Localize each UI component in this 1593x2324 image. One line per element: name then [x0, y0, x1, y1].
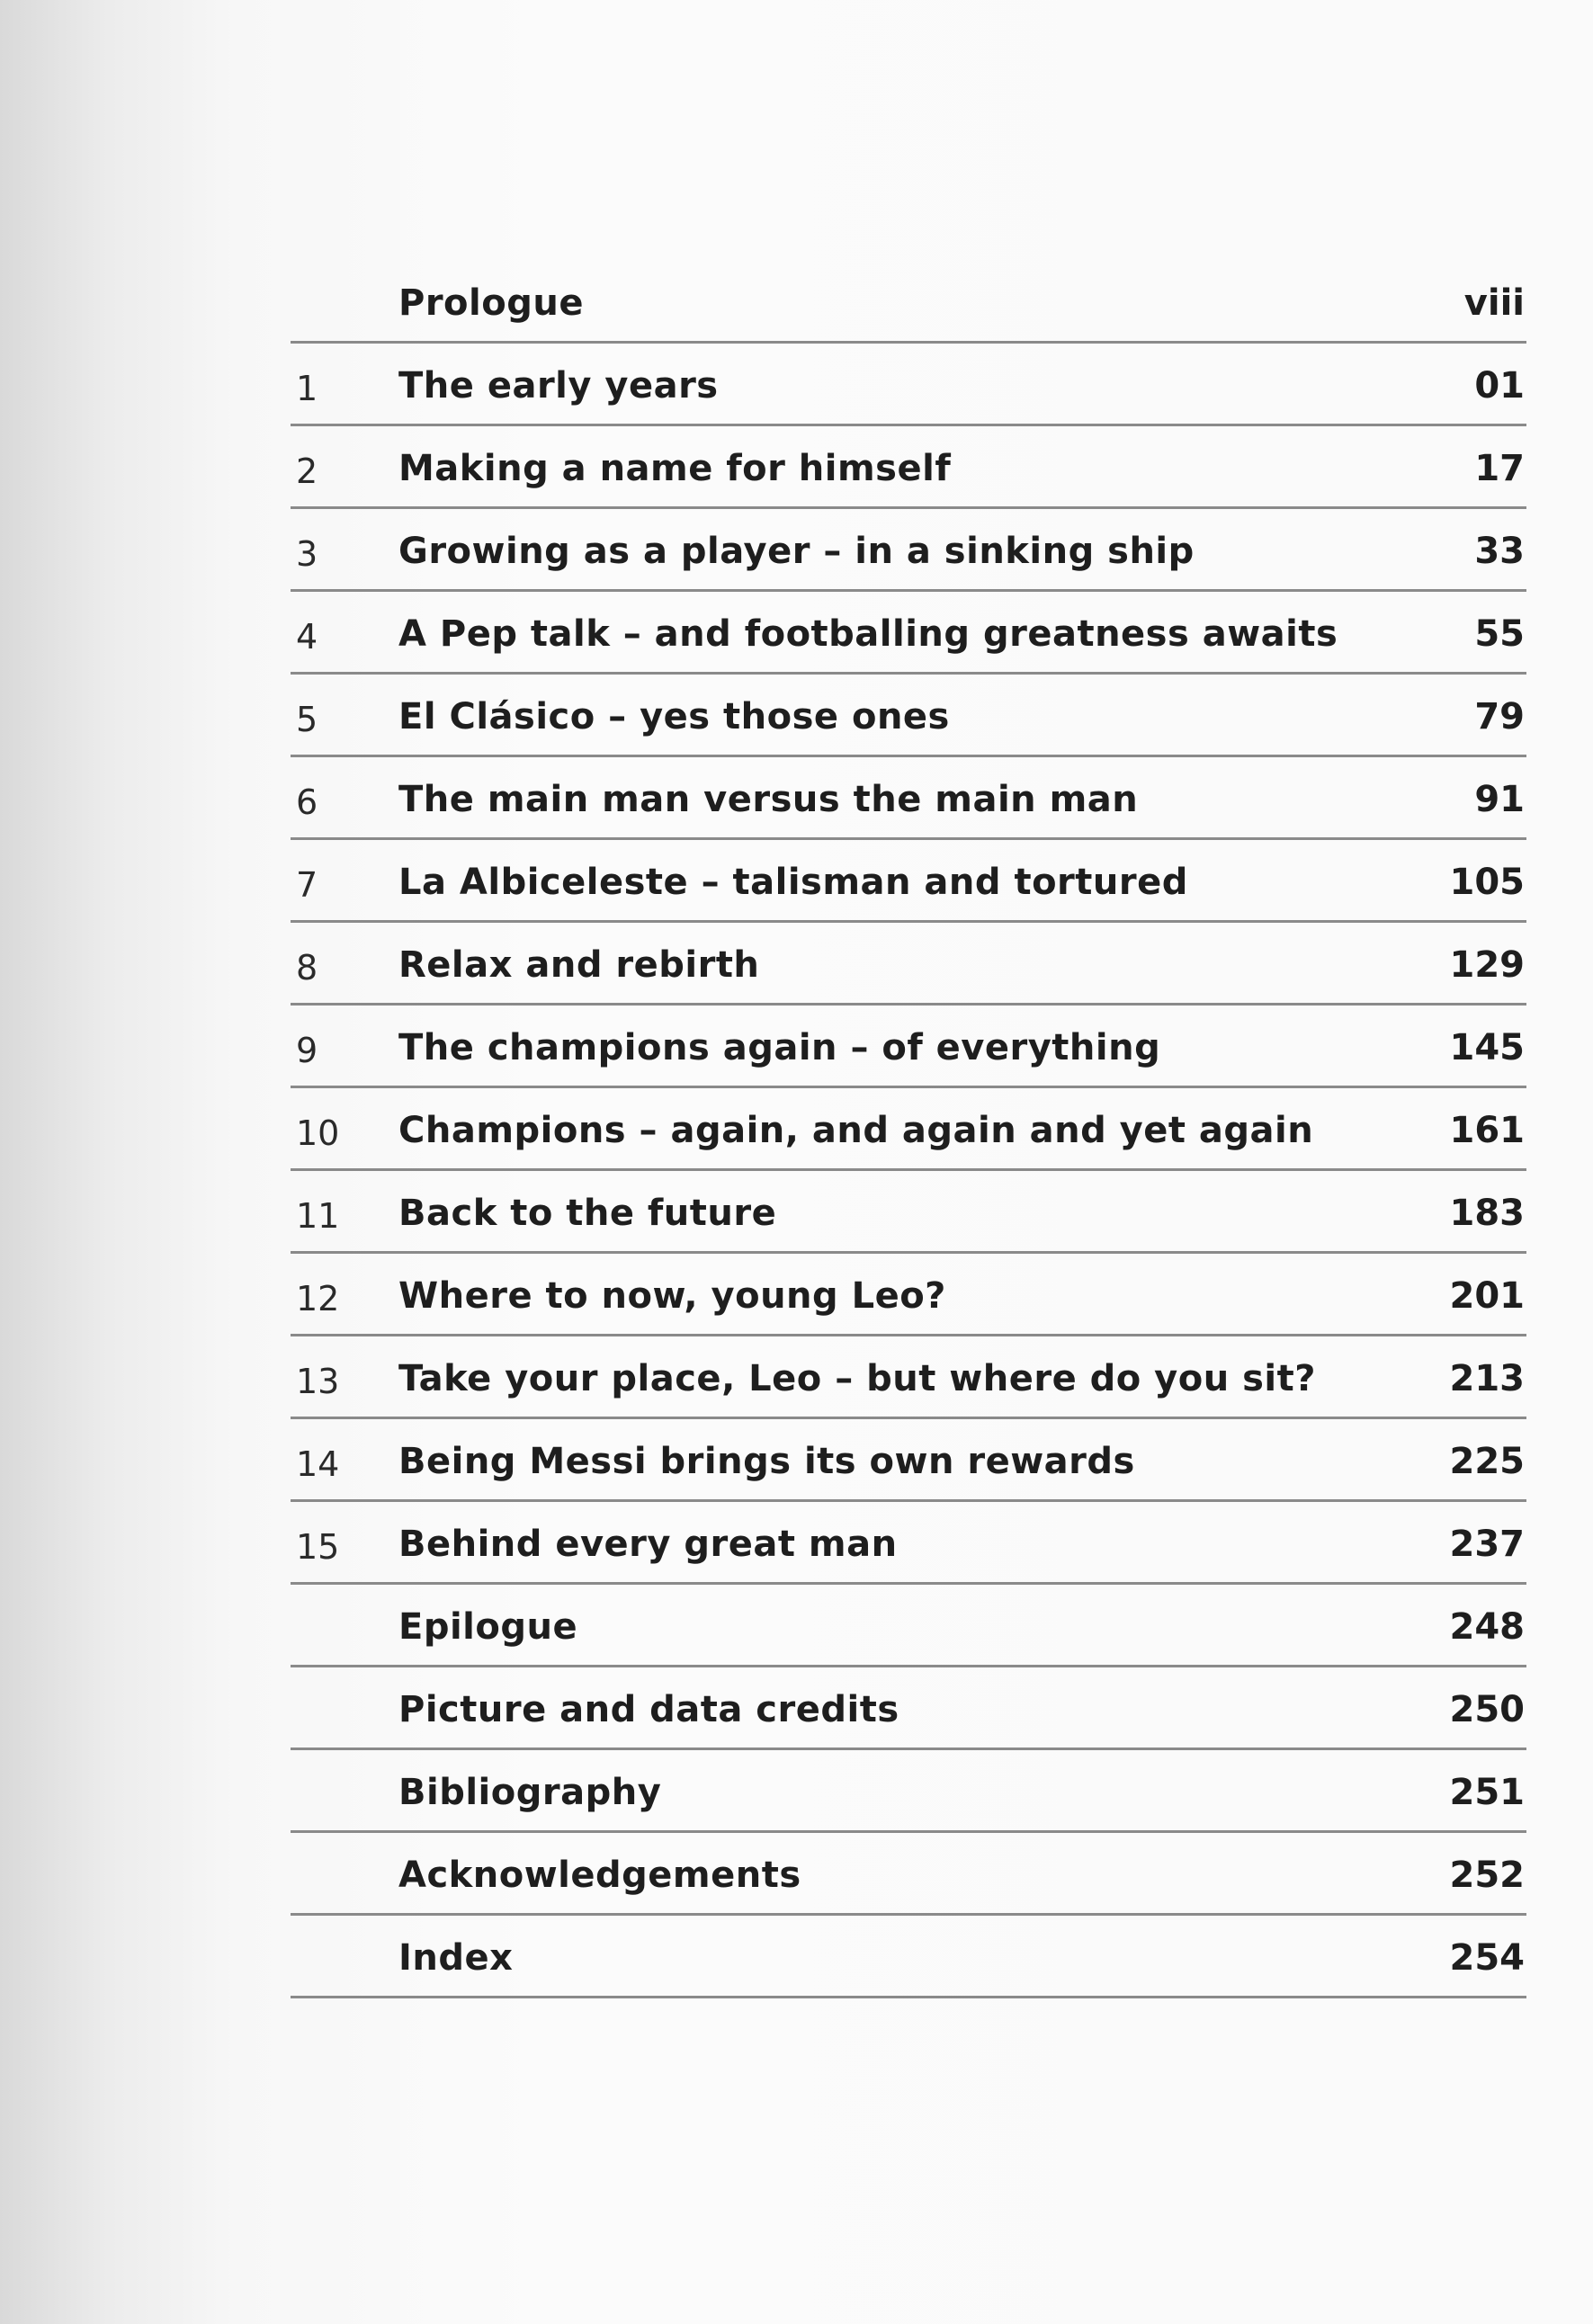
chapter-title: Being Messi brings its own rewards	[398, 1441, 1135, 1482]
toc-entry	[291, 1254, 1526, 1336]
chapter-number: 7	[296, 865, 318, 905]
page-number: 183	[1449, 1193, 1525, 1234]
toc-entry	[291, 1750, 1526, 1833]
page-number: 225	[1449, 1441, 1525, 1482]
toc-entry	[291, 1171, 1526, 1254]
page-number: 145	[1449, 1027, 1525, 1068]
page-number: 17	[1474, 448, 1525, 489]
page-number: 55	[1474, 613, 1525, 655]
chapter-number: 4	[296, 617, 318, 657]
chapter-number: 5	[296, 700, 318, 739]
page-number: 33	[1474, 531, 1525, 572]
chapter-title: The champions again – of everything	[398, 1027, 1161, 1068]
toc-entry	[291, 1585, 1526, 1667]
page-number: 79	[1474, 696, 1525, 737]
chapter-title: The main man versus the main man	[398, 779, 1139, 820]
chapter-title: Prologue	[398, 282, 584, 324]
toc-entry	[291, 1088, 1526, 1171]
toc-entry	[291, 1336, 1526, 1419]
toc-entry	[291, 261, 1526, 344]
page-number: 237	[1449, 1524, 1525, 1565]
toc-entry	[291, 1419, 1526, 1502]
toc-entry	[291, 1916, 1526, 1998]
page-number: 248	[1449, 1606, 1525, 1648]
toc-entry	[291, 840, 1526, 923]
chapter-title: Take your place, Leo – but where do you sit?	[398, 1358, 1316, 1399]
page-number: 105	[1449, 862, 1525, 903]
page-number: 129	[1449, 944, 1525, 986]
chapter-title: A Pep talk – and footballing greatness awaits	[398, 613, 1338, 655]
toc-entry	[291, 592, 1526, 675]
chapter-number: 13	[296, 1362, 340, 1401]
chapter-title: Bibliography	[398, 1772, 662, 1813]
page-number: 252	[1449, 1855, 1525, 1896]
toc-entry	[291, 344, 1526, 426]
chapter-title: The early years	[398, 365, 719, 407]
page-number: 213	[1449, 1358, 1525, 1399]
toc-entry	[291, 923, 1526, 1006]
toc-entry	[291, 426, 1526, 509]
chapter-number: 1	[296, 369, 318, 408]
chapter-number: 12	[296, 1279, 340, 1318]
chapter-title: Making a name for himself	[398, 448, 952, 489]
chapter-title: La Albiceleste – talisman and tortured	[398, 862, 1188, 903]
chapter-title: Relax and rebirth	[398, 944, 760, 986]
toc-entry	[291, 1833, 1526, 1916]
chapter-title: Champions – again, and again and yet again	[398, 1110, 1314, 1151]
chapter-title: Behind every great man	[398, 1524, 898, 1565]
chapter-number: 14	[296, 1444, 340, 1484]
page-number: 201	[1449, 1275, 1525, 1317]
chapter-title: Growing as a player – in a sinking ship	[398, 531, 1195, 572]
chapter-title: El Clásico – yes those ones	[398, 696, 950, 737]
chapter-number: 10	[296, 1113, 340, 1153]
chapter-title: Back to the future	[398, 1193, 777, 1234]
toc-entry	[291, 509, 1526, 592]
page-number: 250	[1449, 1689, 1525, 1730]
chapter-title: Index	[398, 1937, 514, 1979]
page-number: viii	[1463, 282, 1525, 324]
chapter-number: 15	[296, 1527, 340, 1567]
page-number: 254	[1449, 1937, 1525, 1979]
chapter-number: 8	[296, 948, 318, 988]
toc-entry	[291, 1006, 1526, 1088]
chapter-number: 6	[296, 782, 318, 822]
chapter-number: 3	[296, 534, 318, 574]
chapter-number: 2	[296, 451, 318, 491]
page-number: 91	[1474, 779, 1525, 820]
chapter-title: Picture and data credits	[398, 1689, 899, 1730]
page-number: 01	[1474, 365, 1525, 407]
page-number: 161	[1449, 1110, 1525, 1151]
toc-entry	[291, 1667, 1526, 1750]
toc-entry	[291, 675, 1526, 757]
toc-entry	[291, 1502, 1526, 1585]
chapter-number: 11	[296, 1196, 340, 1236]
chapter-title: Epilogue	[398, 1606, 578, 1648]
page-number: 251	[1449, 1772, 1525, 1813]
chapter-number: 9	[296, 1031, 318, 1070]
chapter-title: Acknowledgements	[398, 1855, 801, 1896]
toc-entry	[291, 757, 1526, 840]
chapter-title: Where to now, young Leo?	[398, 1275, 946, 1317]
table-of-contents	[291, 261, 1526, 1998]
